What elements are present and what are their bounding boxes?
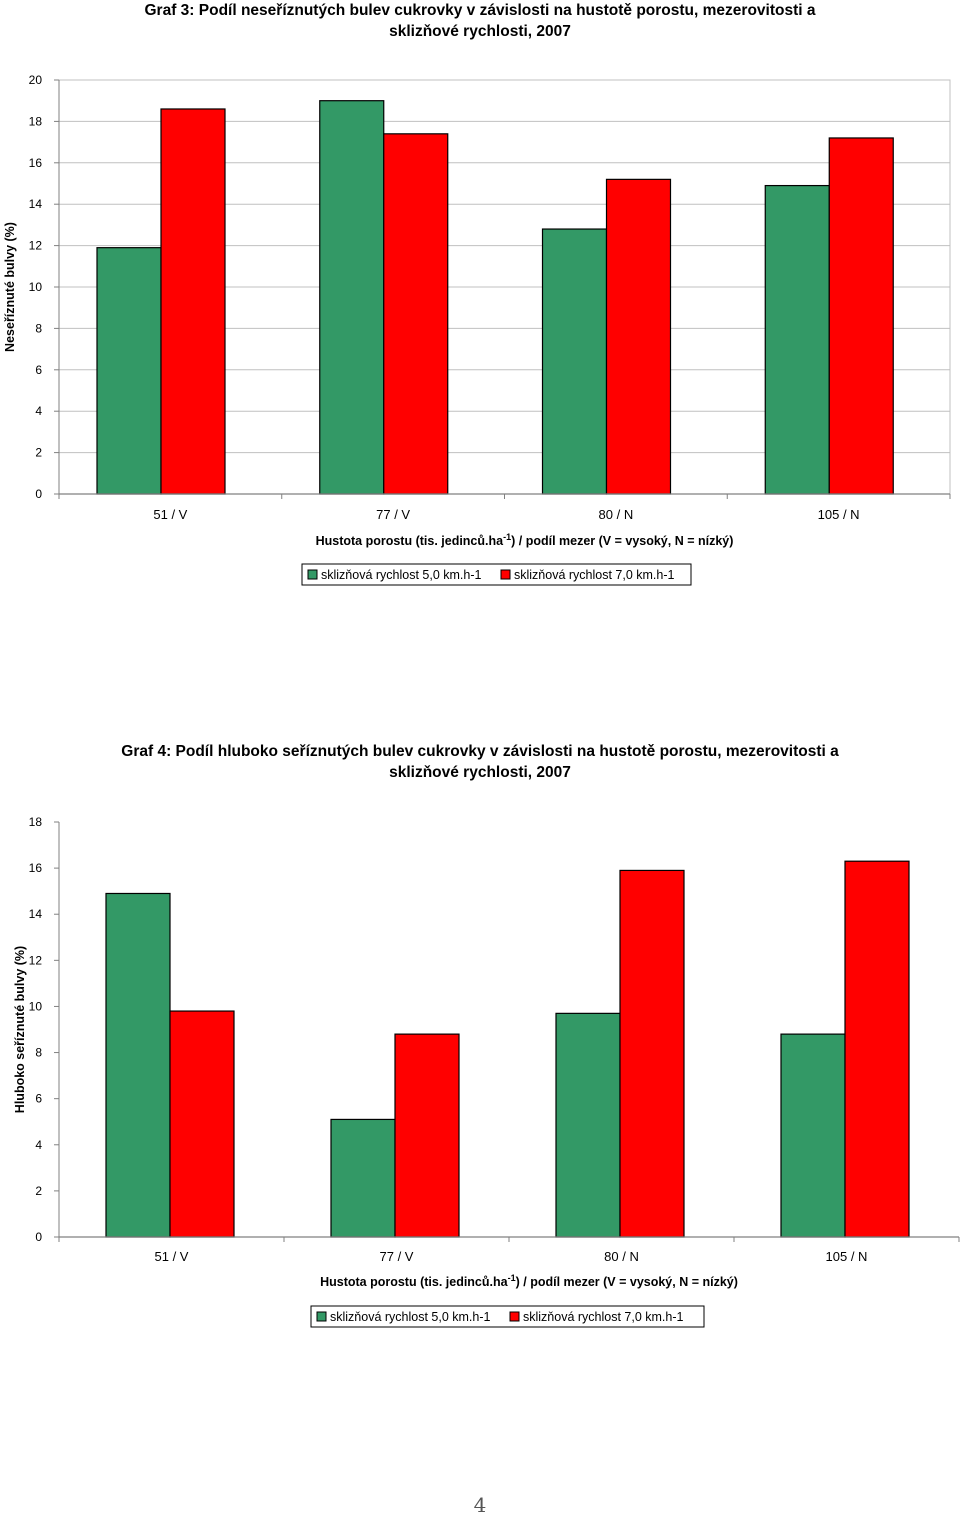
chart-2-x-axis-title: Hustota porostu (tis. $jedinců.ha^{-1}$) / podíl mezer (V = vysoký, N = nízký) [320, 1273, 738, 1289]
chart-2-category-label: 77 / V [379, 1249, 414, 1264]
chart-1-legend-label-2: sklizňová rychlost 7,0 km.h-1 [514, 568, 675, 582]
chart-2-legend-label-1: sklizňová rychlost 5,0 km.h-1 [330, 1310, 491, 1324]
chart-1-title-line-2: sklizňové rychlosti, 2007 [389, 23, 571, 40]
chart-1-y-tick-label: 18 [28, 114, 42, 129]
chart-2-y-tick-label: 0 [35, 1230, 42, 1244]
chart-2-bar-s2-3 [620, 870, 684, 1237]
chart-2-legend-swatch-1 [317, 1312, 326, 1321]
chart-2-legend-swatch-2 [510, 1312, 519, 1321]
chart-2-legend-label-2: sklizňová rychlost 7,0 km.h-1 [523, 1310, 684, 1324]
chart-2-category-label: 51 / V [154, 1249, 189, 1264]
chart-2-bar-s1-3 [556, 1013, 620, 1237]
chart-1-y-tick-label: 8 [35, 321, 42, 336]
chart-1-category-label: 51 / V [153, 507, 188, 522]
chart-1-category-label: 77 / V [376, 507, 411, 522]
chart-1-category-label: 105 / N [817, 507, 860, 522]
chart-2-title-line-2: sklizňové rychlosti, 2007 [389, 764, 571, 781]
chart-1-y-tick-label: 4 [35, 404, 42, 419]
chart-2-category-label: 105 / N [825, 1249, 868, 1264]
chart-1-y-tick-label: 2 [35, 445, 42, 460]
chart-2-bar-s2-1 [170, 1011, 234, 1237]
chart-1-x-axis-title: Hustota porostu (tis. $jedinců.ha^{-1}$) / podíl mezer (V = vysoký, N = nízký) [315, 532, 734, 548]
chart-2-y-tick-label: 8 [35, 1045, 42, 1060]
chart-2-y-tick-label: 14 [28, 907, 42, 922]
chart-2-y-tick-label: 16 [28, 861, 42, 876]
chart-2-y-tick-label: 6 [35, 1091, 42, 1106]
chart-2-y-tick-label: 2 [35, 1183, 42, 1198]
chart-2-bar-s2-4 [845, 861, 909, 1237]
chart-1-y-tick-label: 20 [28, 73, 42, 87]
chart-1-y-tick-label: 16 [28, 155, 42, 170]
chart-2-bar-s1-4 [781, 1034, 845, 1237]
chart-2-bar-s2-2 [395, 1034, 459, 1237]
chart-1-y-axis-title: Neseříznuté bulvy (%) [3, 222, 17, 352]
page-number: 4 [473, 1493, 487, 1517]
chart-1-title-line-1: Graf 3: Podíl neseříznutých bulev cukrovky v závislosti na hustotě porostu, mezerovitosti a [144, 2, 816, 19]
chart-2-category-label: 80 / N [604, 1249, 639, 1264]
chart-2-y-axis-title: Hluboko seříznuté bulvy (%) [13, 945, 27, 1114]
chart-2-bar-s1-2 [331, 1119, 395, 1237]
chart-2-y-tick-label: 12 [28, 953, 42, 968]
chart-2-y-tick-label: 18 [28, 815, 42, 829]
chart-1-category-label: 80 / N [598, 507, 634, 522]
chart-2-y-tick-label: 4 [35, 1137, 42, 1152]
chart-1-y-tick-label: 10 [28, 280, 42, 294]
chart-2-bar-s1-1 [106, 893, 170, 1237]
chart-2-title-line-1: Graf 4: Podíl hluboko seříznutých bulev cukrovky v závislosti na hustotě porostu, mezerovitosti a [121, 743, 839, 760]
chart-1-y-tick-label: 0 [35, 487, 42, 501]
chart-1-legend-label-1: sklizňová rychlost 5,0 km.h-1 [321, 568, 482, 582]
chart-2-y-tick-label: 10 [28, 999, 42, 1014]
chart-1-y-tick-label: 6 [35, 362, 42, 377]
chart-1-y-tick-label: 14 [28, 197, 42, 212]
chart-1-y-tick-label: 12 [28, 238, 42, 253]
